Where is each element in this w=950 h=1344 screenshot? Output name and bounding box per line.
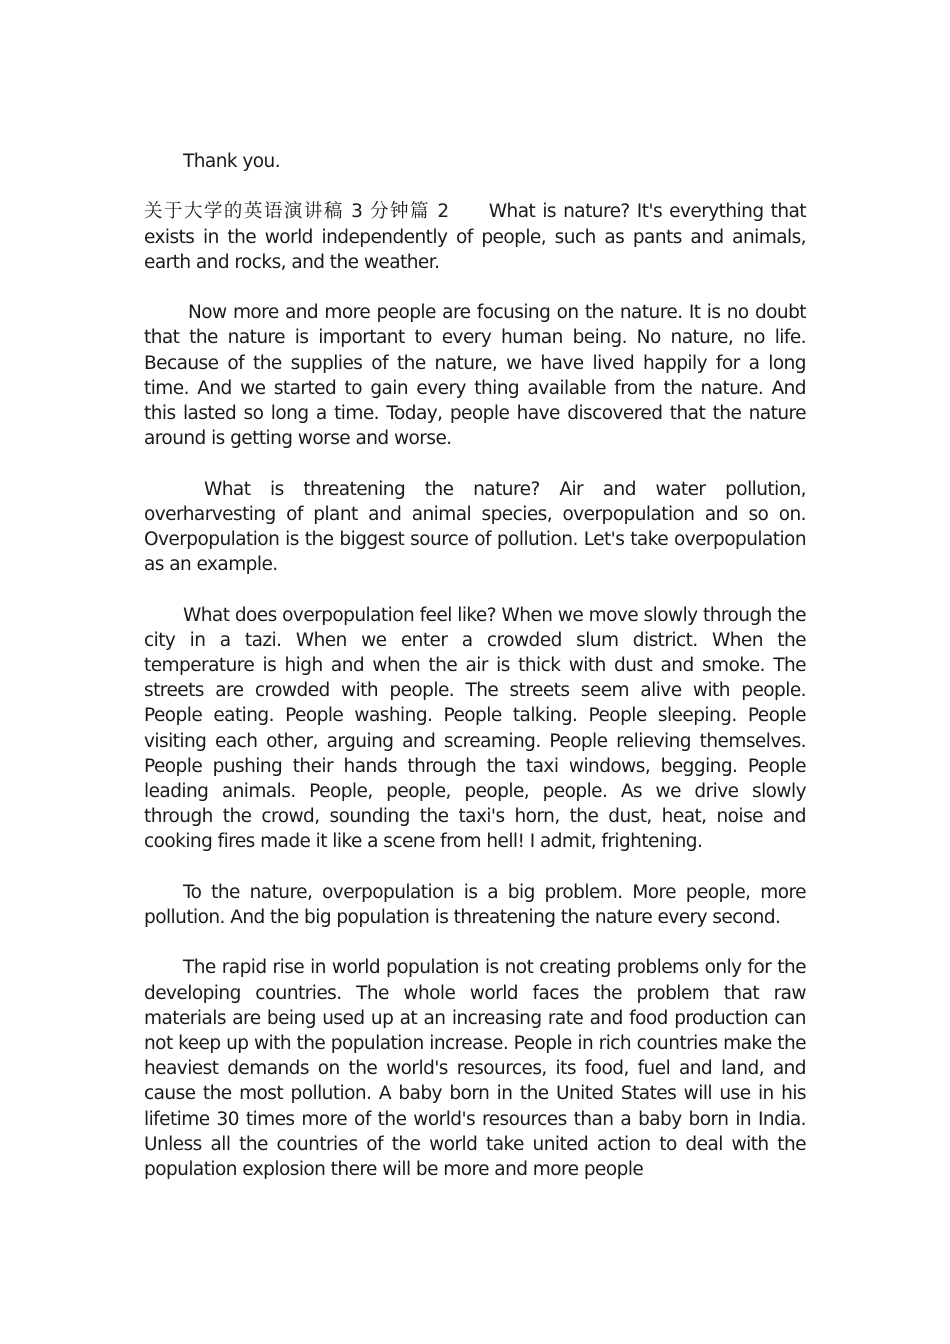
paragraph-6	[144, 955, 806, 1182]
paragraph-4-text: What does overpopulation feel like? When we move slowly through the city in a tazi. When we enter a crowded slum district. When the temperature is high and when the air is thick with dust and smoke. The streets are crowded with people. The streets seem alive with people. People eating. People washing. People talking. People sleeping. People visiting each other, arguing and screaming. People relieving themselves. People pushing their hands through the taxi windows, begging. People leading animals. People, people, people, people. As we drive slowly through the crowd, sounding the taxi's horn, the dust, heat, noise and cooking fires made it like a scene from hell! I admit, frightening.	[144, 604, 806, 853]
paragraph-1-text: What is nature? It's everything that exists in the world independently of people, such as pants and animals, earth and rocks, and the weather.	[144, 201, 806, 273]
section-paragraph	[144, 199, 806, 275]
paragraph-4	[144, 603, 806, 855]
paragraph-6-text: The rapid rise in world population is not creating problems only for the developing countries. The whole world faces the problem that raw materials are being used up at an increasing rate and food production can not keep up with the population increase. People in rich countries make the heaviest demands on the world's resources, its food, fuel and land, and cause the most pollution. A baby born in the United States will use in his lifetime 30 times more of the world's resources than a baby born in India. Unless all the countries of the world take united action to deal with the population explosion there will be more and more people	[144, 957, 806, 1181]
closing-line	[144, 149, 806, 174]
paragraph-5-text: To the nature, overpopulation is a big problem. More people, more pollution. And the big population is threatening the nature every second.	[144, 881, 806, 929]
paragraph-2-text: Now more and more people are focusing on the nature. It is no doubt that the nature is important to every human being. No nature, no life. Because of the supplies of the nature, we have lived happily for a long time. And we started to gain every thing available from the nature. And this lasted so long a time. Today, people have discovered that the nature around is getting worse and worse.	[144, 302, 806, 450]
paragraph-2	[144, 300, 806, 451]
section-heading: 关于大学的英语演讲稿 3 分钟篇 2	[144, 201, 449, 223]
closing-text: Thank you.	[183, 151, 281, 172]
document-body	[144, 149, 806, 1207]
paragraph-5	[144, 880, 806, 930]
paragraph-3	[144, 477, 806, 578]
paragraph-3-text: What is threatening the nature? Air and water pollution, overharvesting of plant and animal species, overpopulation and so on. Overpopulation is the biggest source of pollution. Let's take overpopulation as an example.	[144, 478, 806, 576]
